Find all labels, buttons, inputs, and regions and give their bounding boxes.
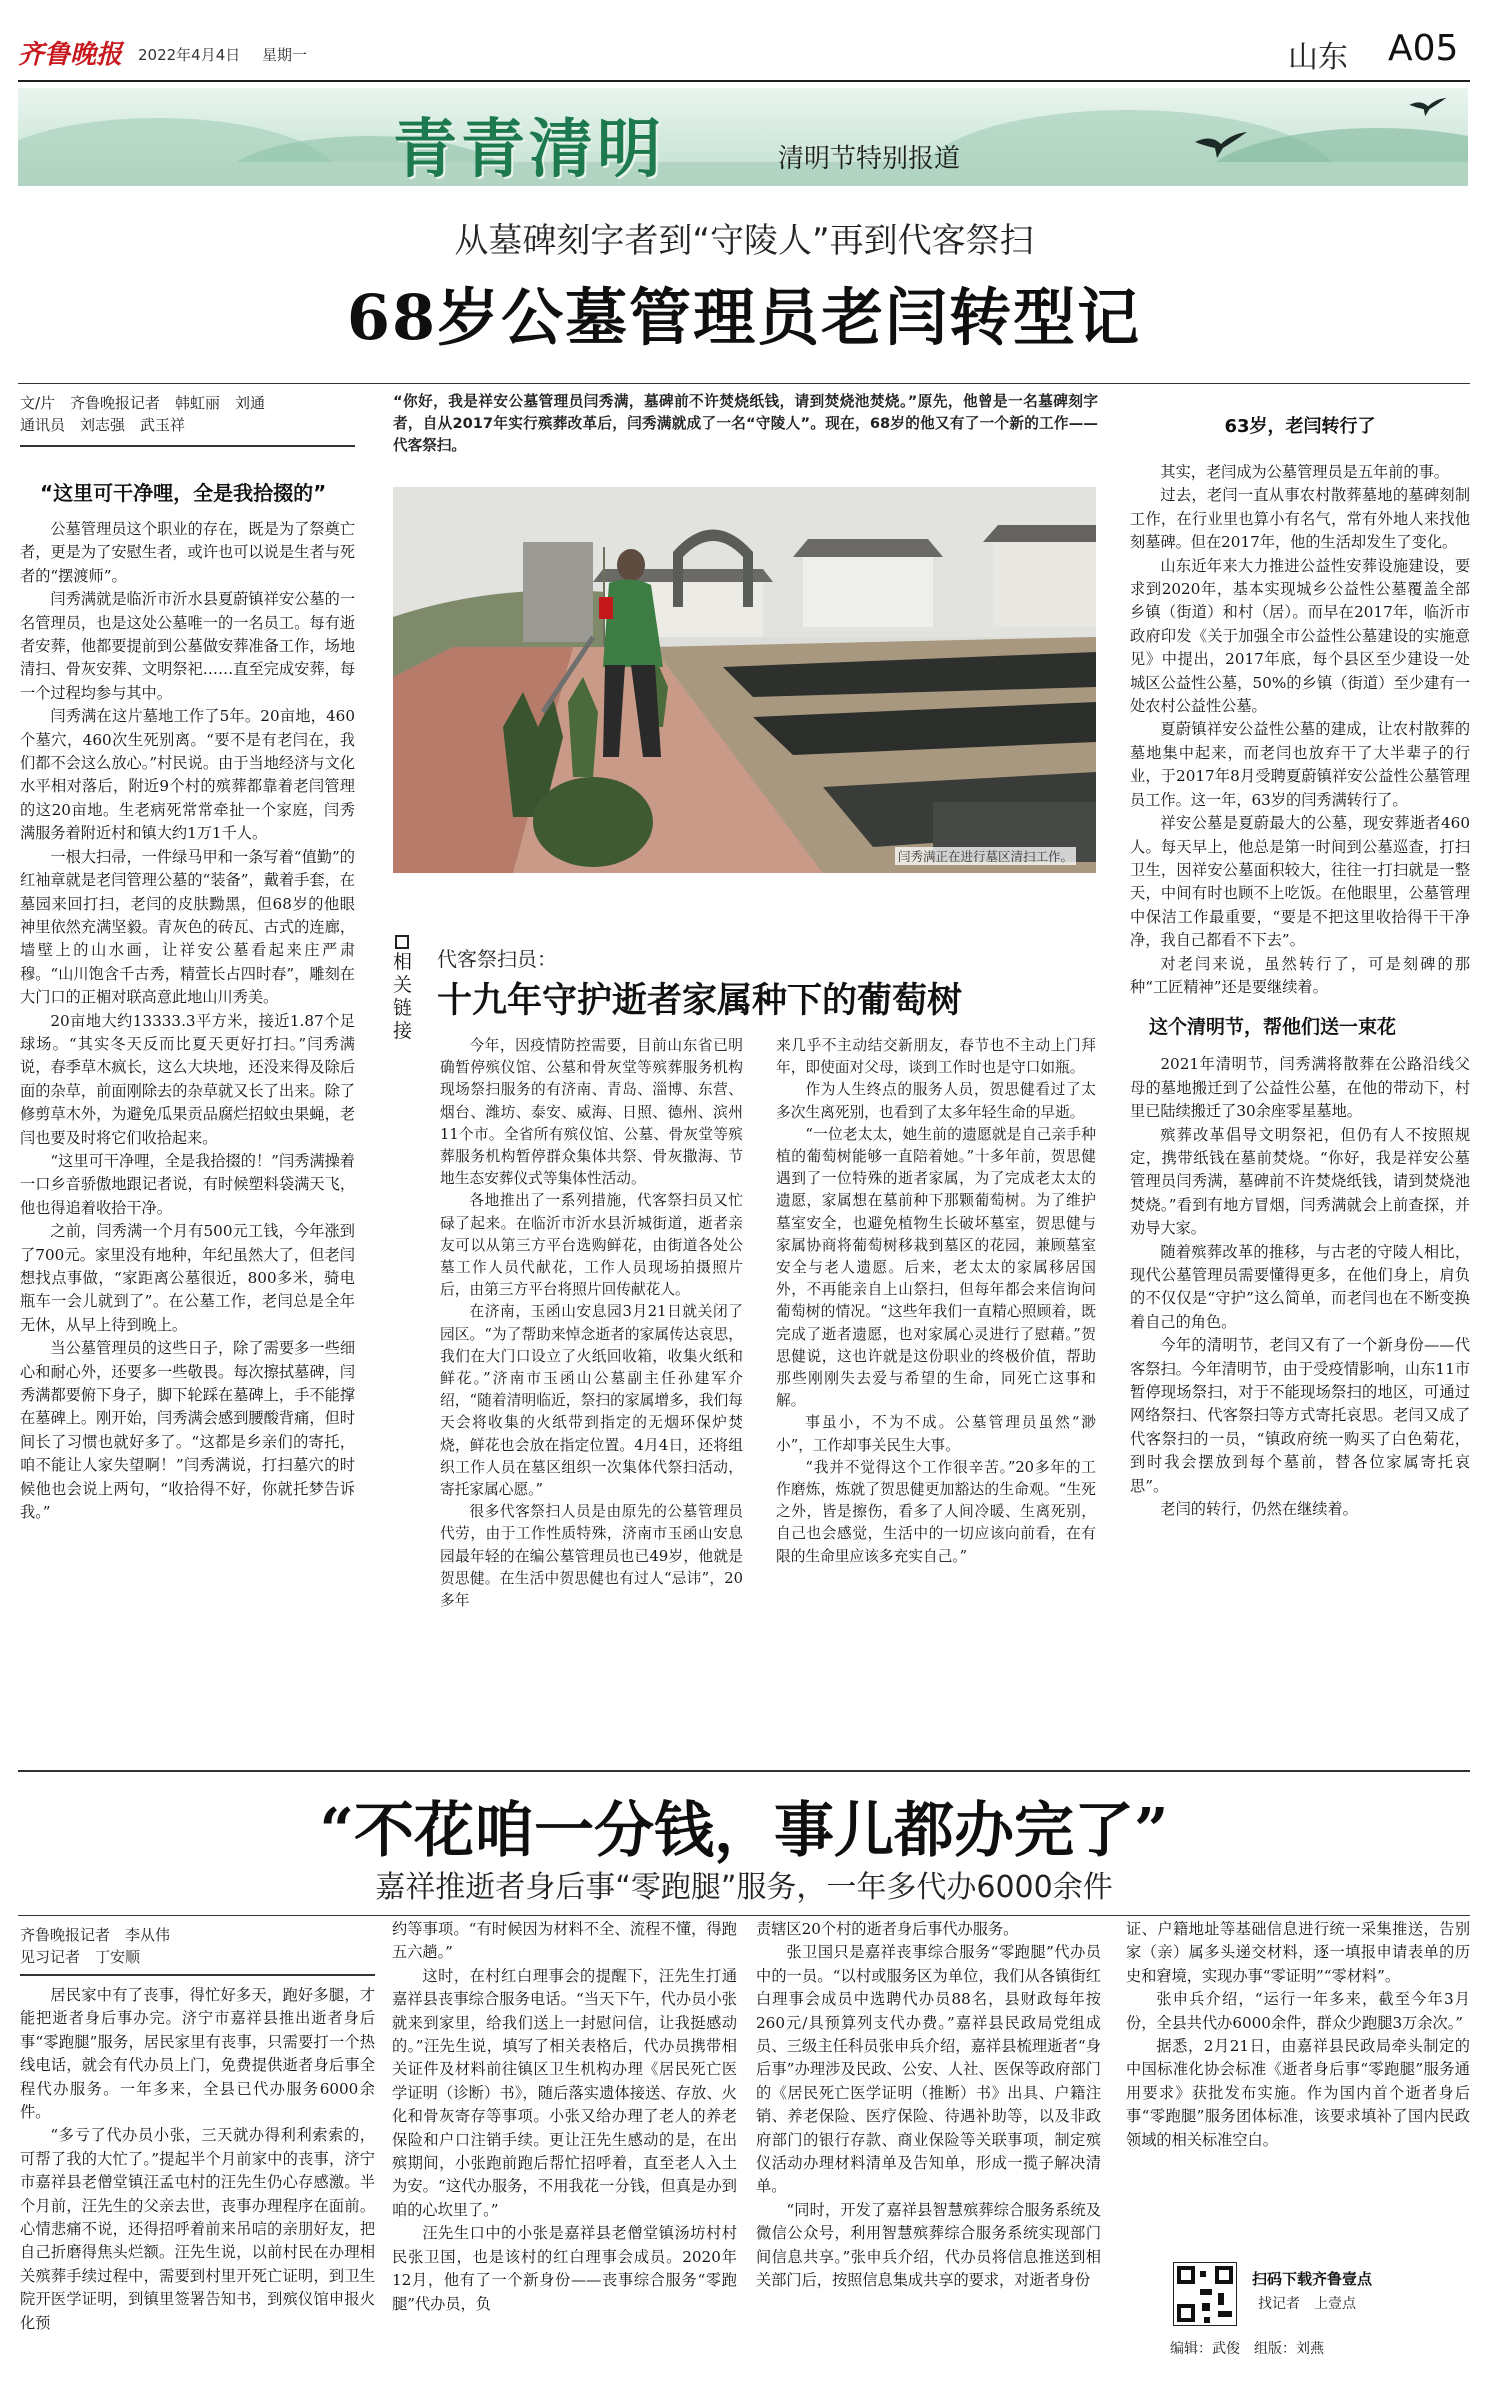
byline-line: 通讯员 刘志强 武玉祥 xyxy=(20,416,186,434)
paragraph: 今年，因疫情防控需要，目前山东省已明确暂停殡仪馆、公墓和骨灰堂等殡葬服务机构现场祭扫服务的有济南、青岛、淄博、东营、烟台、潍坊、泰安、威海、日照、德州、滨州11个市。全省所有殡仪馆、公墓、骨灰堂等殡葬服务机构暂停群众集体共祭、骨灰撒海、节地生态安葬仪式等集体性活动。 xyxy=(440,1037,743,1188)
paragraph: “一位老太太，她生前的遗愿就是自己亲手种植的葡萄树能够一直陪着她。”十多年前，贺思健遇到了一位特殊的逝者家属，为了完成老太太的遗愿，家属想在墓前种下那颗葡萄树。为了维护墓室安全，也避免植物生长破坏墓室，贺思健与家属协商将葡萄树移栽到墓区的花园，兼顾墓室安全与老人遗愿。后来，老太太的家属移居国外，不再能亲自上山祭扫，但每年都会来信询问葡萄树的情况。“这些年我们一直精心照顾着，既完成了逝者遗愿，也对家属心灵进行了慰藉。”贺思健说，这也许就是这份职业的终极价值，帮助那些刚刚失去爱与希望的生命，同死亡这事和解。 xyxy=(776,1125,1096,1410)
paragraph: 对老闫来说，虽然转行了，可是刻碑的那种“工匠精神”还是要继续着。 xyxy=(1130,954,1470,996)
paragraph: 过去，老闫一直从事农村散葬墓地的墓碑刻制工作，在行业里也算小有名气，常有外地人来找他刻墓碑。但在2017年，他的生活却发生了变化。 xyxy=(1130,486,1470,552)
paragraph: 山东近年来大力推进公益性安葬设施建设，要求到2020年，基本实现城乡公益性公墓覆盖全部乡镇（街道）和村（居）。而早在2017年，临沂市政府印发《关于加强全市公益性公墓建设的实施意见》中提出，2017年底，每个县区至少建设一处城区公益性公墓，50%的乡镇（街道）至少建有一处农村公益性公墓。 xyxy=(1130,556,1470,716)
paragraph: 很多代客祭扫人员是由原先的公墓管理员代劳，由于工作性质特殊，济南市玉函山安息园最年轻的在编公墓管理员也已49岁，他就是贺思健。在生活中贺思健也有过人“忌讳”，20多年 xyxy=(440,1503,743,1610)
sidebar-column-1 xyxy=(440,1035,743,1612)
story1-column-1 xyxy=(20,479,355,1524)
related-links-label: 相关链接 xyxy=(393,951,413,1042)
story2-column-2 xyxy=(392,1918,737,2316)
paragraph: 今年的清明节，老闫又有了一个新身份——代客祭扫。今年清明节，由于受疫情影响，山东11市暂停现场祭扫，对于不能现场祭扫的地区，可通过网络祭扫、代客祭扫等方式寄托哀思。老闫又成了代客祭扫的一员，“镇政府统一购买了白色菊花，到时我会摆放到每个墓前，替各位家属寄托哀思”。 xyxy=(1130,1336,1470,1495)
paragraph: “这里可干净哩，全是我拾掇的！”闫秀满操着一口乡音骄傲地跟记者说，有时候塑料袋满天飞，他也得追着收拾干净。 xyxy=(20,1151,355,1217)
paragraph: 老闫的转行，仍然在继续着。 xyxy=(1160,1500,1358,1519)
story1-byline xyxy=(20,392,360,436)
paragraph: 20亩地大约13333.3平方米，接近1.87个足球场。“其实冬天反而比夏天更好打扫。”闫秀满说，春季草木疯长，这么大块地，还没来得及除后面的杂草，前面刚除去的杂草就又长了出来。除了修剪草木外，为避免瓜果贡品腐烂招蚊虫果蝇，老闫也要及时将它们收拾起来。 xyxy=(20,1011,355,1147)
paragraph: 当公墓管理员的这些日子，除了需要多一些细心和耐心外，还要多一些敬畏。每次擦拭墓碑，闫秀满都要俯下身子，脚下轮踩在墓碑上，手不能撑在墓碑上。刚开始，闫秀满会感到腰酸背痛，但时间长了习惯也就好多了。“这都是乡亲们的寄托，咱不能让人家失望啊！”闫秀满说，打扫墓穴的时候他也会说上两句，“收拾得不好，你就托梦告诉我。” xyxy=(20,1339,355,1522)
qr-label: 扫码下载齐鲁壹点 xyxy=(1252,2270,1373,2288)
paragraph: “多亏了代办员小张，三天就办得利利索索的，可帮了我的大忙了。”提起半个月前家中的丧事，济宁市嘉祥县老僧堂镇汪孟屯村的汪先生仍心存感激。半个月前，汪先生的父亲去世，丧事办理程序在面前。心情悲痛不说，还得招呼着前来吊唁的亲朋好友，把自己折磨得焦头烂额。汪先生说，以前村民在办理相关殡葬手续过程中，需要到村里开死亡证明，到卫生院开医学证明，到镇里签署告知书，到殡仪馆申报火化预 xyxy=(20,2126,375,2332)
paragraph: 来几乎不主动结交新朋友，春节也不主动上门拜年，即使面对父母，谈到工作时也是守口如瓶。 xyxy=(776,1037,1096,1077)
story2-byline xyxy=(20,1924,380,1968)
paragraph: 殡葬改革倡导文明祭祀，但仍有人不按照规定，携带纸钱在墓前焚烧。“你好，我是祥安公墓管理员闫秀满，墓碑前不许焚烧纸钱，请到焚烧池焚烧。”看到有地方冒烟，闫秀满就会上前查探，并劝导大家。 xyxy=(1130,1125,1470,1238)
story1-subhead: 63岁，老闫转行了 xyxy=(1224,416,1376,437)
qr-code-icon[interactable] xyxy=(1173,2262,1237,2326)
section-name: 山东 xyxy=(1288,40,1348,75)
paragraph: 证、户籍地址等基础信息进行统一采集推送，告别家（亲）属多头递交材料，逐一填报申请表单的历史和窘境，实现办事“零证明”“零材料”。 xyxy=(1126,1920,1470,1985)
paragraph: 约等事项。“有时候因为材料不全、流程不懂，得跑五六趟。” xyxy=(392,1920,737,1962)
paper-name-logo: 齐鲁晚报 xyxy=(18,40,123,70)
paragraph: 公墓管理员这个职业的存在，既是为了祭奠亡者，更是为了安慰生者，或许也可以说是生者与死者的“摆渡师”。 xyxy=(20,520,355,585)
paragraph: 张卫国只是嘉祥丧事综合服务“零跑腿”代办员中的一员。“以村或服务区为单位，我们从各镇街红白理事会成员中选聘代办员88名，县财政每年按260元/具预算列支代办费。”嘉祥县民政局党组成员、三级主任科员张申兵介绍，嘉祥县梳理逝者“身后事”办理涉及民政、公安、人社、医保等政府部门的《居民死亡医学证明（推断）书》出具、户籍注销、养老保险、医疗保险、待遇补助等，以及非政府部门的银行存款、商业保险等关联事项，制定殡仪活动办理材料清单及告知单，形成一揽子解决清单。 xyxy=(756,1943,1101,2196)
story1-subhead: 这个清明节，帮他们送一束花 xyxy=(1149,1016,1397,1039)
paragraph: 之前，闫秀满一个月有500元工钱，今年涨到了700元。家里没有地种，年纪虽然大了，但老闫想找点事做，“家距离公墓很近，800多米，骑电瓶车一会儿就到了”。在公墓工作，老闫总是全年无休，从早上待到晚上。 xyxy=(20,1222,355,1334)
sidebar-column-2 xyxy=(776,1035,1096,1568)
related-links-tag xyxy=(393,935,415,1043)
cemetery-scene xyxy=(393,487,1096,873)
story2-headline: “不花咱一分钱，事儿都办完了” xyxy=(319,1796,1169,1866)
banner-subtitle: 清明节特别报道 xyxy=(778,144,961,174)
swallow-icon xyxy=(1193,130,1249,160)
story2-column-4 xyxy=(1126,1918,1470,2152)
story1-headline: 68岁公墓管理员老闫转型记 xyxy=(346,281,1142,354)
issue-date: 2022年4月4日 xyxy=(138,46,241,64)
page-number: A05 xyxy=(1388,28,1459,69)
paragraph: “同时，开发了嘉祥县智慧殡葬综合服务系统及微信公众号，利用智慧殡葬综合服务系统实现部门间信息共享。”张申兵介绍，代办员将信息推送到相关部门后，按照信息集成共享的要求，对逝者身份 xyxy=(756,2200,1101,2290)
paragraph: 作为人生终点的服务人员，贺思健看过了太多次生离死别，也看到了太多年轻生命的早逝。 xyxy=(776,1081,1096,1121)
paragraph: 一根大扫帚，一件绿马甲和一条写着“值勤”的红袖章就是老闫管理公墓的“装备”，戴着手套，在墓园来回打扫，老闫的皮肤黝黑，但68岁的他眼神里依然充满坚毅。青灰色的砖瓦、古式的连廊，墙壁上的山水画，让祥安公墓看起来庄严肃穆。“山川饱含千古秀，精萱长占四时春”，雕刻在大门口的正楣对联高意此地山川秀美。 xyxy=(20,847,355,1007)
qr-slogan: 找记者 上壹点 xyxy=(1258,2296,1356,2312)
paragraph: 其实，老闫成为公墓管理员是五年前的事。 xyxy=(1160,463,1449,481)
swallow-icon xyxy=(1408,96,1448,118)
paragraph: 随着殡葬改革的推移，与古老的守陵人相比，现代公墓管理员需要懂得更多，在他们身上，肩负的不仅仅是“守护”这么简单，而老闫也在不断变换着自己的角色。 xyxy=(1130,1242,1470,1331)
paragraph: 在济南，玉函山安息园3月21日就关闭了园区。“为了帮助来悼念逝者的家属传达哀思，我们在大门口设立了火纸回收箱，收集火纸和鲜花。”济南市玉函山公墓副主任孙建军介绍，“随着清明临近，祭扫的家属增多，我们每天会将收集的火纸带到指定的无烟环保炉焚烧，鲜花也会放在指定位置。4月4日，还将组织工作人员在墓区组织一次集体代祭扫活动，寄托家属心愿。” xyxy=(440,1303,743,1499)
byline-line: 文/片 齐鲁晚报记者 韩虹丽 刘通 xyxy=(20,394,266,412)
paragraph: 汪先生口中的小张是嘉祥县老僧堂镇汤坊村村民张卫国，也是该村的红白理事会成员。2020年12月，他有了一个新身份——丧事综合服务“零跑腿”代办员，负 xyxy=(392,2224,737,2313)
story1-kicker: 从墓碑刻字者到“守陵人”再到代客祭扫 xyxy=(454,221,1034,261)
story2-deck: 嘉祥推逝者身后事“零跑腿”服务，一年多代办6000余件 xyxy=(375,1870,1113,1905)
paragraph: 闫秀满就是临沂市沂水县夏蔚镇祥安公墓的一名管理员，也是这处公墓唯一的一名员工。每有逝者安葬，他都要提前到公墓做安葬准备工作，场地清扫、骨灰安葬、文明祭祀……直至完成安葬，每一个过程均参与其中。 xyxy=(20,590,355,702)
paragraph: 各地推出了一系列措施，代客祭扫员又忙碌了起来。在临沂市沂水县沂城街道，逝者亲友可以从第三方平台选购鲜花，由街道各处公墓工作人员代献花，工作人员现场拍摄照片后，由第三方平台将照片回传献花人。 xyxy=(440,1192,743,1299)
paragraph: 夏蔚镇祥安公益性公墓的建成，让农村散葬的墓地集中起来，而老闫也放弃干了大半辈子的行业，于2017年8月受聘夏蔚镇祥安公益性公墓管理员工作。这一年，63岁的闫秀满转行了。 xyxy=(1130,720,1470,809)
story1-subhead: “这里可干净哩，全是我拾掇的” xyxy=(40,481,327,505)
story1-column-4 xyxy=(1130,413,1470,1521)
story2-column-3 xyxy=(756,1918,1101,2293)
paragraph: 闫秀满在这片墓地工作了5年。20亩地，460个墓穴，460次生死别离。“要不是有老闫在，我们都不会这么放心。”村民说。由于当地经济与文化水平相对落后，附近9个村的殡葬都靠着老闫管理的这20亩地。生老病死常常牵扯一个家庭，闫秀满服务着附近村和镇大约1万1千人。 xyxy=(20,707,355,843)
paragraph: 居民家中有了丧事，得忙好多天，跑好多腿，才能把逝者身后事办完。济宁市嘉祥县推出逝者身后事“零跑腿”服务，居民家里有丧事，只需要打一个热线电话，就会有代办员上门，免费提供逝者身后事全程代办服务。一年多来，全县已代办服务6000余件。 xyxy=(20,1986,375,2122)
sidebar-headline: 十九年守护逝者家属种下的葡萄树 xyxy=(437,980,963,1021)
cemetery-photo xyxy=(393,487,1096,873)
special-report-banner xyxy=(18,88,1468,186)
paragraph: 这时，在村红白理事会的提醒下，汪先生打通嘉祥县丧事综合服务电话。“当天下午，代办员小张就来到家里，给我们送上一封慰问信，让我挺感动的。”汪先生说，填写了相关表格后，代办员携带相关证件及材料前往镇区卫生机构办理《居民死亡医学证明（诊断）书》，随后落实遗体接送、存放、火化和骨灰寄存等事项。小张又给办理了老人的养老保险和户口注销手续。更让汪先生感动的是，在出殡期间，小张跑前跑后帮忙招呼着，直至老人入土为安。“这代办服务，不用我花一分钱，但真是办到咱的心坎里了。” xyxy=(392,1966,737,2219)
paragraph: 责辖区20个村的逝者身后事代办服务。 xyxy=(756,1920,1019,1938)
sidebar-kicker: 代客祭扫员： xyxy=(437,947,557,971)
story2-column-1 xyxy=(20,1984,375,2335)
paragraph: 2021年清明节，闫秀满将散葬在公路沿线父母的墓地搬迁到了公益性公墓，在他的带动下，村里已陆续搬迁了30余座零星墓地。 xyxy=(1130,1055,1470,1121)
banner-title: 青青清明 xyxy=(393,112,665,186)
paragraph: 张申兵介绍，“运行一年多来，截至今年3月份，全县共代办6000余件，群众少跑腿3万余次。” xyxy=(1126,1990,1470,2032)
masthead xyxy=(18,28,1470,80)
issue-weekday: 星期一 xyxy=(262,46,308,64)
paragraph: 据悉，2月21日，由嘉祥县民政局牵头制定的中国标准化协会标准《逝者身后事“零跑腿”服务通用要求》获批发布实施。作为国内首个逝者身后事“零跑腿”服务团体标准，该要求填补了国内民政领域的相关标准空白。 xyxy=(1126,2037,1470,2149)
paragraph: 事虽小，不为不成。公墓管理员虽然“渺小”，工作却事关民生大事。 xyxy=(776,1414,1096,1454)
byline-line: 见习记者 丁安顺 xyxy=(20,1948,141,1966)
paragraph: 祥安公墓是夏蔚最大的公墓，现安葬逝者460人。每天早上，他总是第一时间到公墓巡查，打扫卫生，因祥安公墓面积较大，往往一打扫就是一整天，中间有时也顾不上吃饭。在他眼里，公墓管理中保洁工作最重要，“要是不把这里收拾得干干净净，我自己都看不下去”。 xyxy=(1130,814,1470,950)
byline-line: 齐鲁晚报记者 李从伟 xyxy=(20,1926,171,1944)
page-credits: 编辑：武俊 组版：刘燕 xyxy=(1170,2341,1324,2357)
story1-lead: “你好，我是祥安公墓管理员闫秀满，墓碑前不许焚烧纸钱，请到焚烧池焚烧。”原先，他曾是一名墓碑刻字者，自从2017年实行殡葬改革后，闫秀满就成了一名“守陵人”。现在，68岁的他又有了一个新的工作——代客祭扫。 xyxy=(393,393,1098,454)
paragraph: “我并不觉得这个工作很辛苦。”20多年的工作磨炼，炼就了贺思健更加豁达的生命观。“生死之外，皆是擦伤，看多了人间冷暖、生离死别，自己也会感觉，生活中的一切应该向前看，在有限的生命里应该多充实自己。” xyxy=(776,1458,1096,1565)
photo-caption: 闫秀满正在进行墓区清扫工作。 xyxy=(895,847,1076,865)
